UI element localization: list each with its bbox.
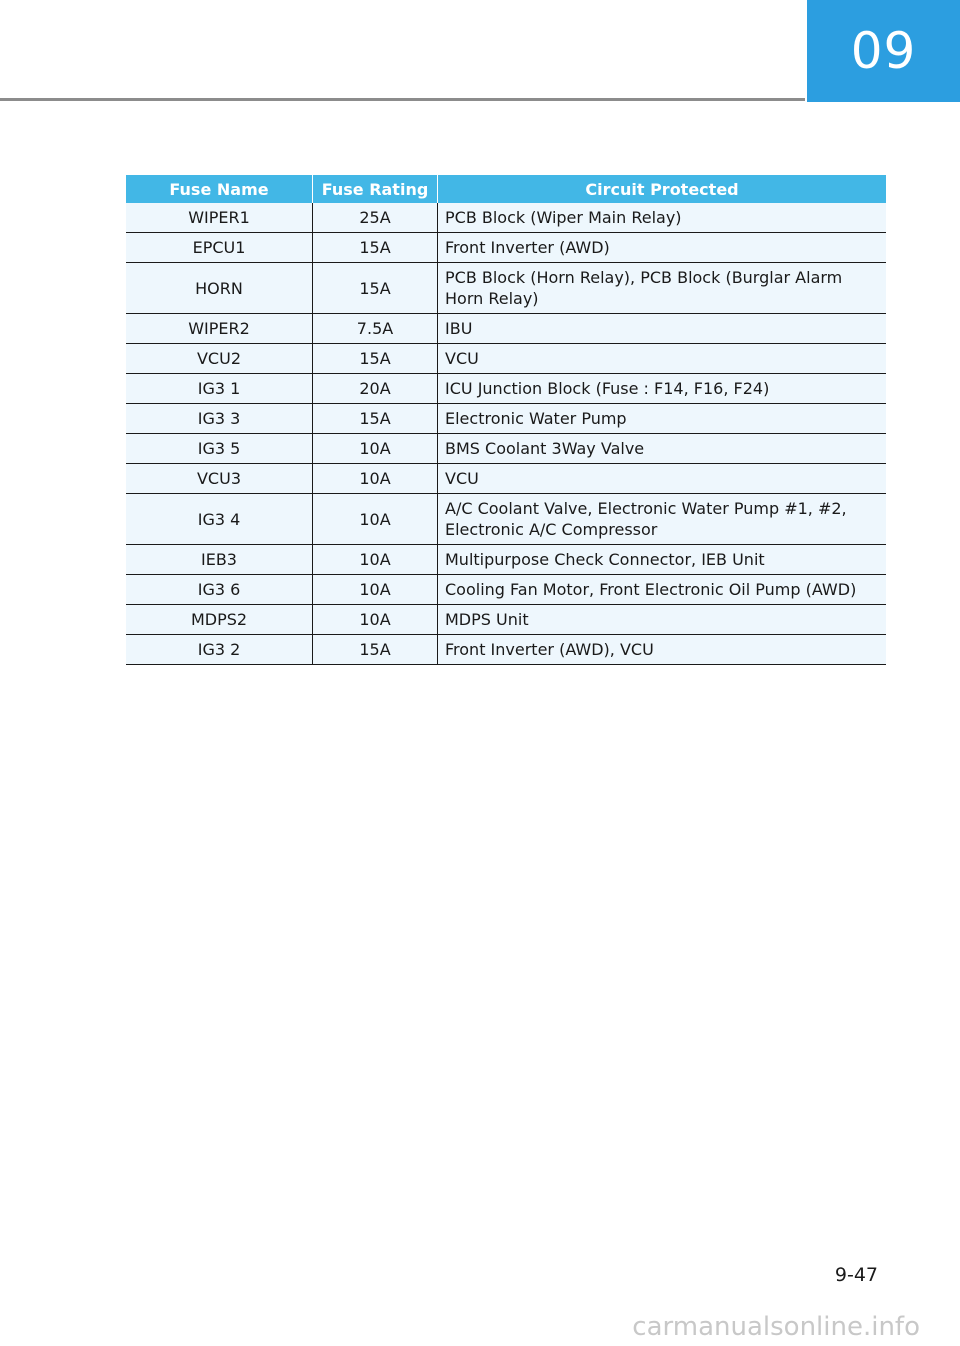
table-row [126,404,886,434]
fuse-name-cell: WIPER2 [126,314,313,344]
fuse-rating-cell: 15A [313,344,438,374]
circuit-cell: Cooling Fan Motor, Front Electronic Oil Pump (AWD) [438,575,887,605]
watermark: carmanualsonline.info [632,1312,920,1342]
fuse-name-cell: IG3 4 [126,494,313,545]
circuit-cell: VCU [438,344,887,374]
table-row [126,464,886,494]
circuit-cell: Electronic Water Pump [438,404,887,434]
fuse-rating-cell: 10A [313,464,438,494]
circuit-cell: Front Inverter (AWD) [438,233,887,263]
fuse-rating-cell: 10A [313,434,438,464]
circuit-cell: A/C Coolant Valve, Electronic Water Pump #1, #2, Electronic A/C Compressor [438,494,887,545]
fuse-rating-cell: 15A [313,635,438,665]
circuit-cell: IBU [438,314,887,344]
circuit-cell: Multipurpose Check Connector, IEB Unit [438,545,887,575]
fuse-name-cell: MDPS2 [126,605,313,635]
fuse-rating-cell: 20A [313,374,438,404]
circuit-cell: BMS Coolant 3Way Valve [438,434,887,464]
fuse-name-cell: VCU3 [126,464,313,494]
fuse-name-cell: WIPER1 [126,203,313,233]
table-header-row [126,175,886,203]
fuse-rating-cell: 15A [313,404,438,434]
fuse-rating-cell: 7.5A [313,314,438,344]
table-row [126,344,886,374]
table-row [126,545,886,575]
table-row [126,605,886,635]
table-row [126,314,886,344]
fuse-rating-cell: 10A [313,545,438,575]
fuse-name-cell: IG3 2 [126,635,313,665]
fuse-name-cell: HORN [126,263,313,314]
circuit-cell: PCB Block (Wiper Main Relay) [438,203,887,233]
header-circuit-protected: Circuit Protected [438,175,887,203]
fuse-name-cell: IG3 1 [126,374,313,404]
fuse-name-cell: IG3 6 [126,575,313,605]
table-row [126,374,886,404]
fuse-rating-cell: 10A [313,494,438,545]
table-row [126,494,886,545]
table-row [126,635,886,665]
fuse-rating-cell: 25A [313,203,438,233]
table-row [126,434,886,464]
fuse-rating-cell: 15A [313,263,438,314]
header-fuse-rating: Fuse Rating [313,175,438,203]
fuse-rating-cell: 10A [313,575,438,605]
table-row [126,203,886,233]
fuse-name-cell: IG3 5 [126,434,313,464]
circuit-cell: Front Inverter (AWD), VCU [438,635,887,665]
fuse-name-cell: VCU2 [126,344,313,374]
chapter-tab: 09 [807,0,960,102]
circuit-cell: VCU [438,464,887,494]
circuit-cell: PCB Block (Horn Relay), PCB Block (Burglar Alarm Horn Relay) [438,263,887,314]
page-number: 9-47 [834,1264,878,1286]
table-row [126,575,886,605]
fuse-rating-cell: 15A [313,233,438,263]
fuse-name-cell: IEB3 [126,545,313,575]
table-row [126,263,886,314]
fuse-name-cell: IG3 3 [126,404,313,434]
fuse-rating-cell: 10A [313,605,438,635]
circuit-cell: MDPS Unit [438,605,887,635]
header-fuse-name: Fuse Name [126,175,313,203]
table-row [126,233,886,263]
circuit-cell: ICU Junction Block (Fuse : F14, F16, F24) [438,374,887,404]
fuse-table [126,175,886,665]
header-rule [0,98,805,101]
fuse-name-cell: EPCU1 [126,233,313,263]
